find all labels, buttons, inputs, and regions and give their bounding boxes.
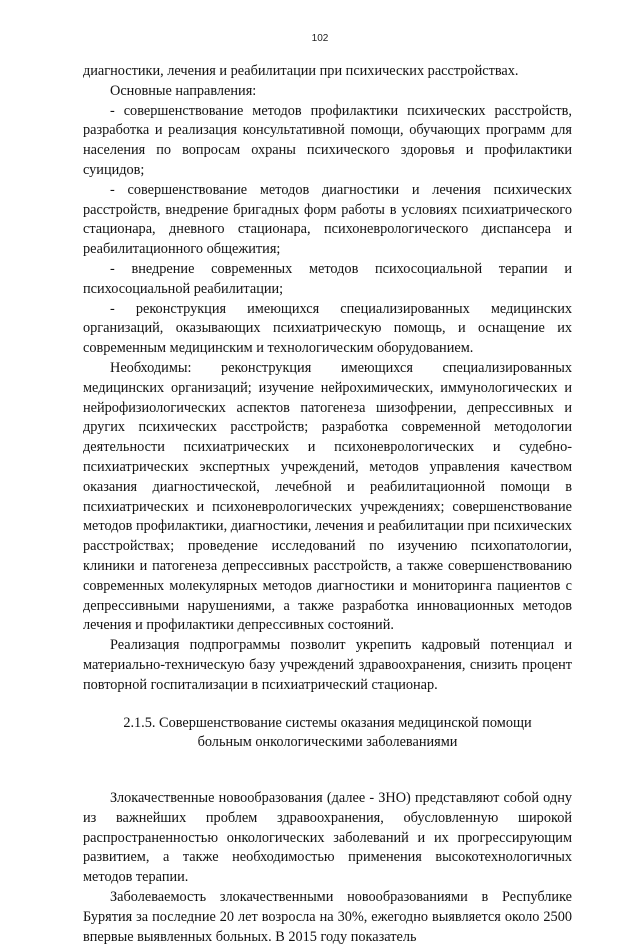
section-heading-line: больным онкологическими заболеваниями (197, 734, 458, 751)
paragraph: Заболеваемость злокачественными новообразованиями в Республике Бурятия за последние 20 лет возросла на 30%, ежегодно выявляется около 2500 впервые выявленных больных. В 2015 году показатель (83, 889, 572, 945)
list-item: - внедрение современных методов психосоциальной терапии и психосоциальной реабилитации; (83, 260, 572, 297)
list-item: - совершенствование методов профилактики психических расстройств, разработка и реализация консультативной помощи, обучающих программ для населения по вопросам охраны психического здоровья и профилактики суицидов; (83, 102, 572, 178)
paragraph: диагностики, лечения и реабилитации при психических расстройствах. (83, 63, 519, 79)
paragraph: Злокачественные новообразования (далее - ЗНО) представляют собой одну из важнейших проблем здравоохранения, обусловленную широкой распространенностью онкологических заболеваний и их прогрессирующим развитием, а также необходимостью применения высокотехнологичных методов терапии. (83, 790, 572, 886)
section-heading-line: 2.1.5. Совершенствование системы оказания медицинской помощи (123, 714, 532, 731)
list-item: - реконструкция имеющихся специализированных медицинских организаций, оказывающих психиатрическую помощь, и оснащение их современным медицинским и технологическим оборудованием. (83, 300, 572, 357)
document-body (83, 62, 572, 947)
paragraph: Необходимы: реконструкция имеющихся специализированных медицинских организаций; изучение нейрохимических, иммунологических и нейрофизиологических аспектов патогенеза шизофрении, депрессивных и других психических расстройств; разработка современной методологии деятельности психиатрических и психоневрологических и судебно-психиатрических экспертных учреждений, методов управления качеством оказания диагностической, лечебной и реабилитационной помощи в психиатрических и психоневрологических учреждениях; совершенствование методов профилактики, диагностики, лечения и реабилитации при психических расстройствах; проведение исследований по изучению психопатологии, клиники и патогенеза депрессивных расстройств, а также совершенствованию современных молекулярных методов диагностики и мониторинга пациентов с депрессивными нарушениями, а также разработка инновационных методов лечения и профилактики депрессивных состояний. (83, 359, 572, 634)
paragraph: Реализация подпрограммы позволит укрепить кадровый потенциал и материально-техническую базу учреждений здравоохранения, снизить процент повторной госпитализации в психиатрический стационар. (83, 637, 572, 693)
page-number: 102 (311, 33, 329, 44)
section-heading (83, 714, 572, 754)
list-item: - совершенствование методов диагностики и лечения психических расстройств, внедрение бригадных форм работы в условиях психиатрического стационара, дневного стационара, психоневрологического диспансера и реабилитационного общежития; (83, 181, 572, 258)
paragraph: Основные направления: (110, 82, 257, 99)
